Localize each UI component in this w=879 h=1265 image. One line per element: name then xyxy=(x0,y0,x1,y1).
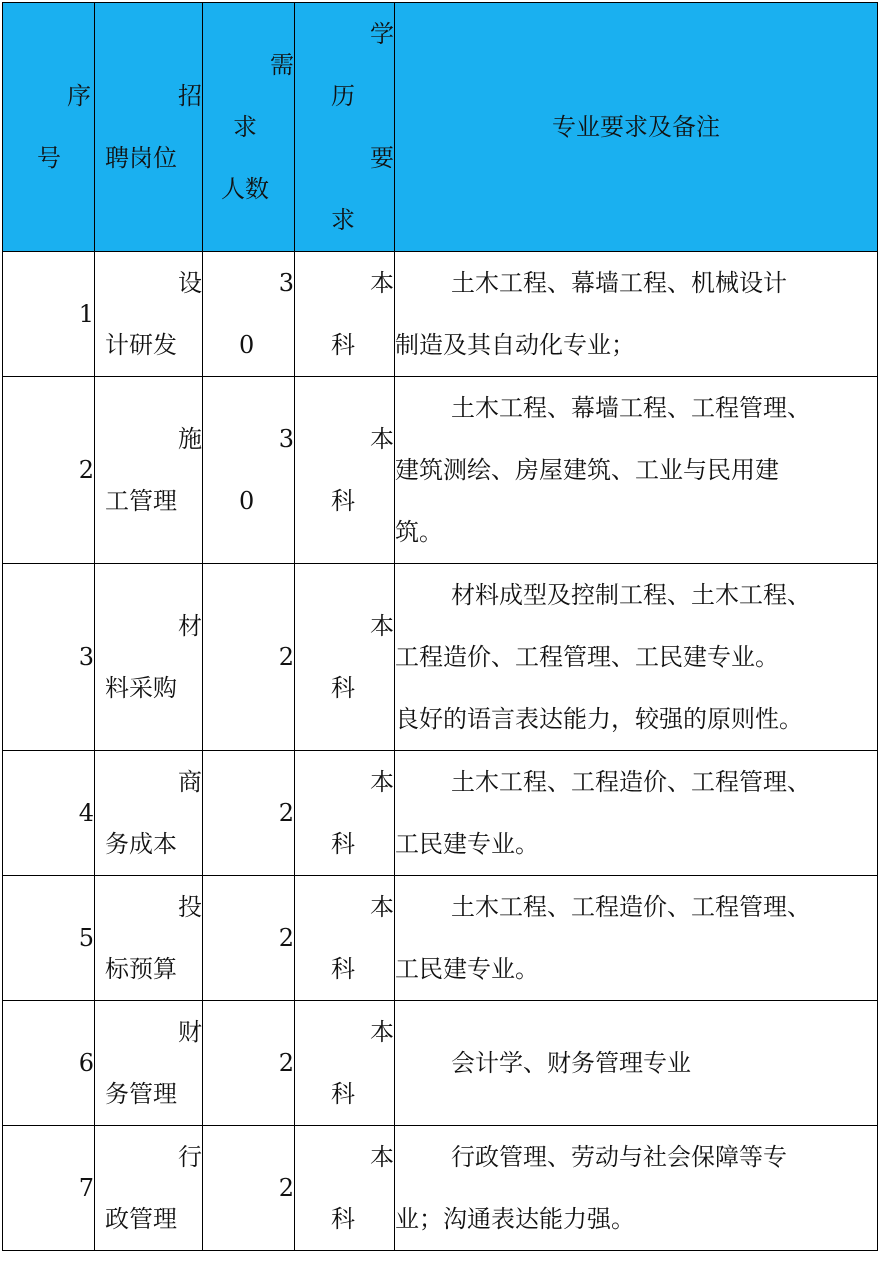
cell-count xyxy=(203,377,295,564)
recruitment-table xyxy=(2,2,878,1251)
cell-education xyxy=(295,876,395,1001)
table-row xyxy=(3,377,878,564)
education-line: 科 xyxy=(331,830,355,858)
cell-requirements xyxy=(395,1126,878,1251)
count-value: 2 xyxy=(278,1049,294,1077)
cell-seq xyxy=(3,252,95,377)
seq-value: 3 xyxy=(78,643,94,671)
position-line: 投 xyxy=(178,893,202,921)
header-education-line: 要 xyxy=(370,144,394,172)
requirement-line: 工民建专业。 xyxy=(395,830,539,858)
count-line: 0 xyxy=(239,331,255,359)
position-line: 标预算 xyxy=(105,955,177,983)
cell-requirements xyxy=(395,876,878,1001)
cell-education xyxy=(295,751,395,876)
header-count xyxy=(203,3,295,252)
requirement-line: 土木工程、工程造价、工程管理、 xyxy=(451,768,811,796)
cell-education xyxy=(295,252,395,377)
header-requirements xyxy=(395,3,878,252)
requirement-line: 良好的语言表达能力，较强的原则性。 xyxy=(395,705,803,733)
header-seq xyxy=(3,3,95,252)
cell-position xyxy=(95,252,203,377)
education-line: 科 xyxy=(331,955,355,983)
cell-seq xyxy=(3,1001,95,1126)
header-seq-line: 号 xyxy=(37,144,61,172)
count-value: 2 xyxy=(278,924,294,952)
cell-position xyxy=(95,564,203,751)
cell-requirements xyxy=(395,1001,878,1126)
cell-count xyxy=(203,1126,295,1251)
header-education-line: 历 xyxy=(331,82,355,110)
count-value: 2 xyxy=(278,1174,294,1202)
seq-value: 4 xyxy=(78,799,94,827)
header-position-line: 聘岗位 xyxy=(105,144,177,172)
requirement-line: 筑。 xyxy=(395,518,443,546)
count-value: 2 xyxy=(278,643,294,671)
cell-count xyxy=(203,751,295,876)
requirement-line: 制造及其自动化专业； xyxy=(395,331,635,359)
cell-position xyxy=(95,1126,203,1251)
header-education-line: 求 xyxy=(331,206,355,234)
cell-position xyxy=(95,751,203,876)
cell-position xyxy=(95,377,203,564)
education-line: 科 xyxy=(331,674,355,702)
position-line: 行 xyxy=(178,1143,202,1171)
cell-seq xyxy=(3,377,95,564)
cell-education xyxy=(295,564,395,751)
seq-value: 6 xyxy=(78,1049,94,1077)
position-line: 设 xyxy=(178,269,202,297)
cell-requirements xyxy=(395,564,878,751)
requirement-line: 土木工程、幕墙工程、机械设计 xyxy=(451,269,787,297)
cell-requirements xyxy=(395,751,878,876)
seq-value: 1 xyxy=(78,300,94,328)
header-education xyxy=(295,3,395,252)
header-position-line: 招 xyxy=(178,82,202,110)
position-line: 料采购 xyxy=(105,674,177,702)
requirement-line: 业；沟通表达能力强。 xyxy=(395,1205,635,1233)
education-line: 本 xyxy=(370,612,394,640)
education-line: 科 xyxy=(331,1080,355,1108)
position-line: 材 xyxy=(178,612,202,640)
requirement-line: 土木工程、幕墙工程、工程管理、 xyxy=(451,394,811,422)
table-row xyxy=(3,1126,878,1251)
header-education-line: 学 xyxy=(370,20,394,48)
cell-seq xyxy=(3,564,95,751)
cell-education xyxy=(295,1001,395,1126)
education-line: 本 xyxy=(370,893,394,921)
education-line: 本 xyxy=(370,269,394,297)
cell-count xyxy=(203,1001,295,1126)
requirement-line: 材料成型及控制工程、土木工程、 xyxy=(451,581,811,609)
count-line: 3 xyxy=(278,269,294,297)
table-row xyxy=(3,252,878,377)
cell-count xyxy=(203,876,295,1001)
header-position xyxy=(95,3,203,252)
education-line: 科 xyxy=(331,487,355,515)
header-count-line: 求 xyxy=(233,113,257,141)
table-row xyxy=(3,751,878,876)
seq-value: 5 xyxy=(78,924,94,952)
position-line: 务成本 xyxy=(105,830,177,858)
education-line: 科 xyxy=(331,331,355,359)
position-line: 政管理 xyxy=(105,1205,177,1233)
cell-position xyxy=(95,876,203,1001)
requirement-line: 会计学、财务管理专业 xyxy=(451,1049,691,1077)
position-line: 计研发 xyxy=(105,331,177,359)
position-line: 务管理 xyxy=(105,1080,177,1108)
cell-education xyxy=(295,377,395,564)
cell-requirements xyxy=(395,252,878,377)
seq-value: 7 xyxy=(78,1174,94,1202)
position-line: 财 xyxy=(178,1018,202,1046)
header-count-line: 人数 xyxy=(221,175,269,203)
education-line: 本 xyxy=(370,768,394,796)
table-row xyxy=(3,876,878,1001)
seq-value: 2 xyxy=(78,456,94,484)
education-line: 本 xyxy=(370,1143,394,1171)
cell-count xyxy=(203,252,295,377)
table-row xyxy=(3,1001,878,1126)
count-line: 0 xyxy=(239,487,255,515)
cell-seq xyxy=(3,751,95,876)
header-requirements-text: 专业要求及备注 xyxy=(552,113,720,141)
cell-requirements xyxy=(395,377,878,564)
position-line: 工管理 xyxy=(105,487,177,515)
cell-education xyxy=(295,1126,395,1251)
requirement-line: 土木工程、工程造价、工程管理、 xyxy=(451,893,811,921)
position-line: 商 xyxy=(178,768,202,796)
cell-count xyxy=(203,564,295,751)
position-line: 施 xyxy=(178,425,202,453)
education-line: 本 xyxy=(370,425,394,453)
requirement-line: 行政管理、劳动与社会保障等专 xyxy=(451,1143,787,1171)
count-value: 2 xyxy=(278,799,294,827)
requirement-line: 工民建专业。 xyxy=(395,955,539,983)
education-line: 本 xyxy=(370,1018,394,1046)
count-line: 3 xyxy=(278,425,294,453)
requirement-line: 工程造价、工程管理、工民建专业。 xyxy=(395,643,779,671)
header-count-line: 需 xyxy=(270,51,294,79)
cell-position xyxy=(95,1001,203,1126)
table-row xyxy=(3,564,878,751)
cell-seq xyxy=(3,876,95,1001)
header-seq-line: 序 xyxy=(67,82,91,110)
header-row xyxy=(3,3,878,252)
education-line: 科 xyxy=(331,1205,355,1233)
cell-seq xyxy=(3,1126,95,1251)
requirement-line: 建筑测绘、房屋建筑、工业与民用建 xyxy=(395,456,779,484)
